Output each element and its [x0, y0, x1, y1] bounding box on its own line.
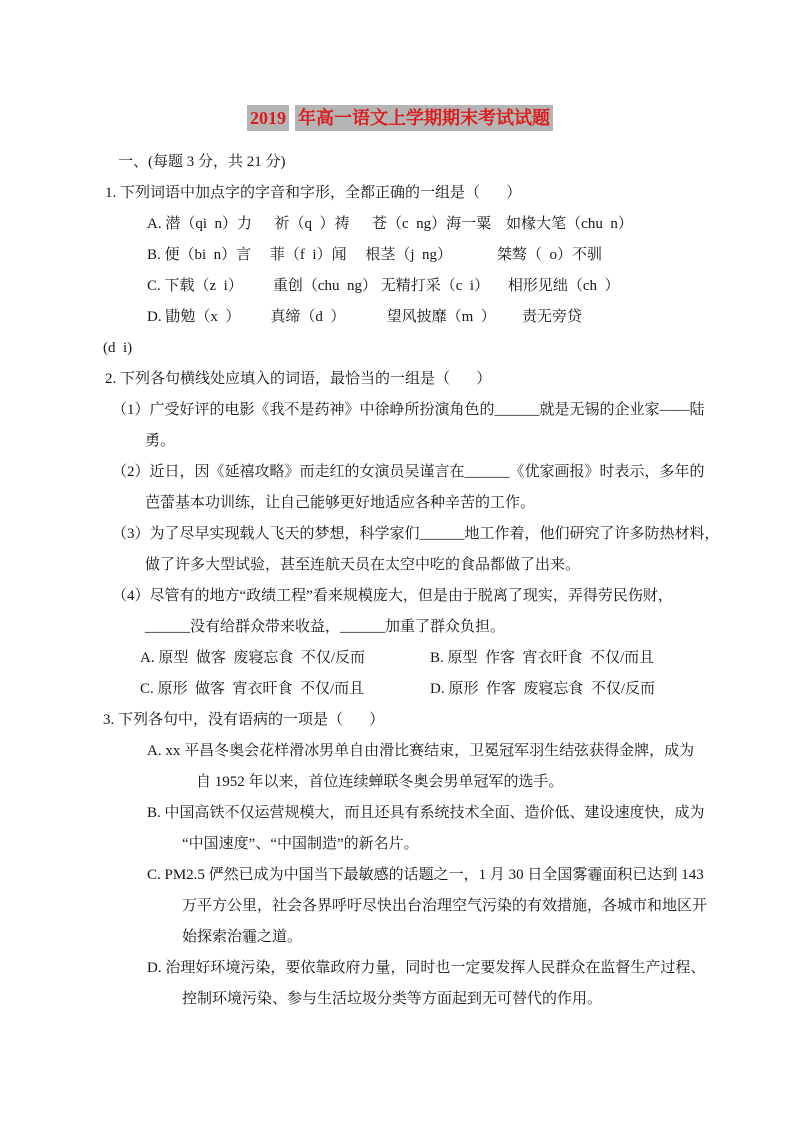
q2-item4-line2: ______没有给群众带来收益，______加重了群众负担。	[145, 619, 506, 635]
q3-option-d-line2: 控制环境污染、参与生活垃圾分类等方面起到无可替代的作用。	[182, 991, 603, 1007]
q1-option-b: B. 便（bi n）言 菲（f i）闻 根茎（j ng） 桀骜（ o）不驯	[147, 247, 603, 263]
q2-item4-line1: （4）尽管有的地方“政绩工程”看来规模庞大，但是由于脱离了现实，弄得劳民伤财，	[112, 588, 673, 604]
q3-option-b-line1: B. 中国高铁不仅运营规模大，而且还具有系统技术全面、造价低、建设速度快，成为	[147, 805, 705, 821]
q2-option-c: C. 原形 做客 宵衣旰食 不仅/而且	[140, 681, 365, 697]
q2-option-d: D. 原形 作客 废寝忘食 不仅/反而	[430, 681, 656, 697]
title-text-highlight: 年高一语文上学期期末考试试题	[295, 105, 553, 131]
q2-item2-line2: 芭蕾基本功训练，让自己能够更好地适应各种辛苦的工作。	[145, 495, 536, 511]
q1-option-c: C. 下载（z i） 重创（chu ng） 无精打采（c i） 相形见绌（ch ）	[147, 278, 620, 294]
page-title	[0, 103, 800, 134]
q3-option-a-line2: 自 1952 年以来，首位连续蝉联冬奥会男单冠军的选手。	[196, 774, 564, 790]
q2-item1-line1: （1）广受好评的电影《我不是药神》中徐峥所扮演角色的______就是无锡的企业家——陆	[112, 402, 705, 418]
q2-option-b: B. 原型 作客 宵衣旰食 不仅/而且	[430, 650, 655, 666]
q3-option-c-line3: 始探索治霾之道。	[182, 929, 303, 945]
q3-option-a-line1: A. xx 平昌冬奥会花样滑冰男单自由滑比赛结束，卫冕冠军羽生结弦获得金牌，成为	[147, 743, 695, 759]
q3-option-b-line2: “中国速度”、“中国制造”的新名片。	[182, 836, 419, 852]
q2-stem: 2. 下列各句横线处应填入的词语，最恰当的一组是（ ）	[105, 371, 492, 387]
q2-options-row2	[0, 674, 800, 705]
document-body	[0, 147, 800, 1015]
section-one-heading: 一、(每题 3 分，共 21 分)	[118, 154, 286, 170]
q2-item1-line2: 勇。	[145, 433, 176, 449]
q2-item3-line2: 做了许多大型试验，甚至连航天员在太空中吃的食品都做了出来。	[145, 557, 581, 573]
q2-options-row1	[0, 643, 800, 674]
q1-option-d: D. 勖勉（x ） 真缔（d ） 望风披靡（m ） 责无旁贷	[147, 309, 583, 325]
q2-item2-line1: （2）近日，因《延禧攻略》而走红的女演员吴谨言在______《优家画报》时表示，多年的	[112, 464, 705, 480]
q2-option-a: A. 原型 做客 废寝忘食 不仅/反而	[140, 650, 366, 666]
q3-stem: 3. 下列各句中，没有语病的一项是（ ）	[103, 712, 385, 728]
q1-option-d-continuation: (d i)	[103, 340, 133, 356]
title-year-highlight: 2019	[247, 105, 289, 131]
q3-option-c-line2: 万平方公里，社会各界呼吁尽快出台治理空气污染的有效措施，各城市和地区开	[182, 898, 708, 914]
q1-stem: 1. 下列词语中加点字的字音和字形，全都正确的一组是（ ）	[105, 185, 522, 201]
q1-option-a: A. 潜（qi n）力 祈（q ）祷 苍（c ng）海一粟 如椽大笔（chu n）	[147, 216, 633, 232]
q2-item3-line1: （3）为了尽早实现载人飞天的梦想，科学家们______地工作着，他们研究了许多防热材料，	[112, 526, 720, 542]
q3-option-d-line1: D. 治理好环境污染，要依靠政府力量，同时也一定要发挥人民群众在监督生产过程、	[147, 960, 706, 976]
q3-option-c-line1: C. PM2.5 俨然已成为中国当下最敏感的话题之一，1 月 30 日全国雾霾面积已达到 143	[147, 867, 704, 883]
